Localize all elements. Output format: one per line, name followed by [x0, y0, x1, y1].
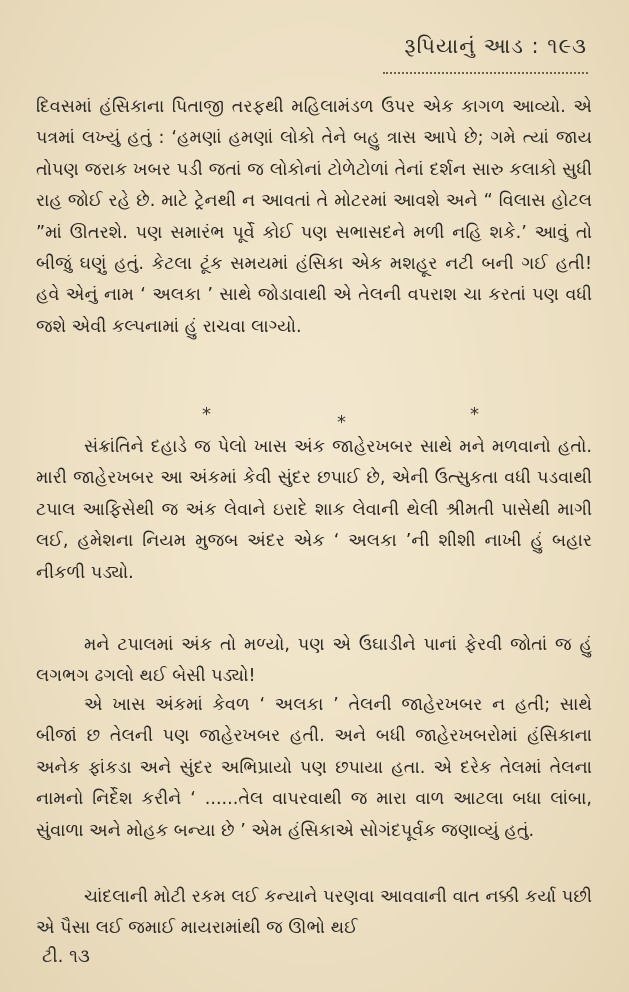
- signature-mark: ટી. ૧૩: [42, 946, 90, 967]
- paragraph-5: ચાંદલાની મોટી રકમ લઈ કન્યાને પરણવા આવવાની વાત નક્કી કર્યા પછી એ પૈસા લઈ જમાઈ માયરામાંથી જ ઊભો થઈ: [36, 887, 592, 939]
- running-header: રૂપિયાનું આડ : ૧૯૩: [404, 34, 587, 58]
- section-separator: [0, 404, 629, 433]
- separator-star: *: [337, 412, 346, 433]
- header-underline: [383, 72, 588, 80]
- paragraph-1: દિવસમાં હંસિકાના પિતાજી તરફથી મહિલામંડળ ઉપર એક કાગળ આવ્યો. એ પત્રમાં લખ્યું હતું : ‘હમણાં હમણાં લોકો તેને બહુ ત્રાસ આપે છે; ગમે ત્યાં જાય તોપણ જરાક ખબર પડી જતાં જ લોકોનાં ટોળેટોળાં તેનાં દર્શન સારુ કલાકો સુધી રાહ જોઈ રહે છે. માટે ટ્રેનથી ન આવતાં તે મોટરમાં આવશે અને “ વિલાસ હોટલ ”માં ઊતરશે. પણ સમારંભ પૂર્વે કોઈ પણ સભાસદને મળી નહિ શકે.’ આવું તો બીજું ઘણું હતું. કેટલા ટૂંક સમયમાં હંસિકા એક મશહૂર નટી બની ગઈ હતી! હવે એનું નામ ‘ અલકા ’ સાથે જોડાવાથી એ તેલની વપરાશ ચા કરતાં પણ વધી જશે એવી કલ્પનામાં હું રાચવા લાગ્યો.: [36, 97, 592, 337]
- separator-star: *: [202, 404, 211, 425]
- separator-star: *: [470, 404, 479, 425]
- paragraph-4: એ ખાસ અંકમાં કેવળ ‘ અલકા ’ તેલની જાહેરખબર ન હતી; સાથે બીજાં છ તેલની પણ જાહેરખબર હતી. અને બધી જાહેરખબરોમાં હંસિકાના અનેક ફાંકડા અને સુંદર અભિપ્રાયો પણ છપાયા હતા. એ દરેક તેલમાં તેલના નામનો નિર્દેશ કરીને ‘ ......તેલ વાપરવાથી જ મારા વાળ આટલા બધા લાંબા, સુંવાળા અને મોહક બન્યા છે ’ એમ હંસિકાએ સોગંદપૂર્વક જણાવ્યું હતું.: [36, 695, 592, 841]
- paragraph-3: મને ટપાલમાં અંક તો મળ્યો, પણ એ ઉઘાડીને પાનાં ફેરવી જોતાં જ હું લગભગ ઢગલો થઈ બેસી પડ્યો!: [36, 635, 592, 687]
- paragraph-2: સંક્રાંતિને દહાડે જ પેલો ખાસ અંક જાહેરખબર સાથે મને મળવાનો હતો. મારી જાહેરખબર આ અંકમાં કેવી સુંદર છપાઈ છે, એની ઉત્સુકતા વધી પડવાથી ટપાલ આફિસેથી જ અંક લેવાને ઇરાદે શાક લેવાની થેલી શ્રીમતી પાસેથી માગી લઈ, હમેશના નિયમ મુજબ અંદર એક ‘ અલકા ’ની શીશી નાખી હું બહાર નીકળી પડ્યો.: [36, 437, 592, 583]
